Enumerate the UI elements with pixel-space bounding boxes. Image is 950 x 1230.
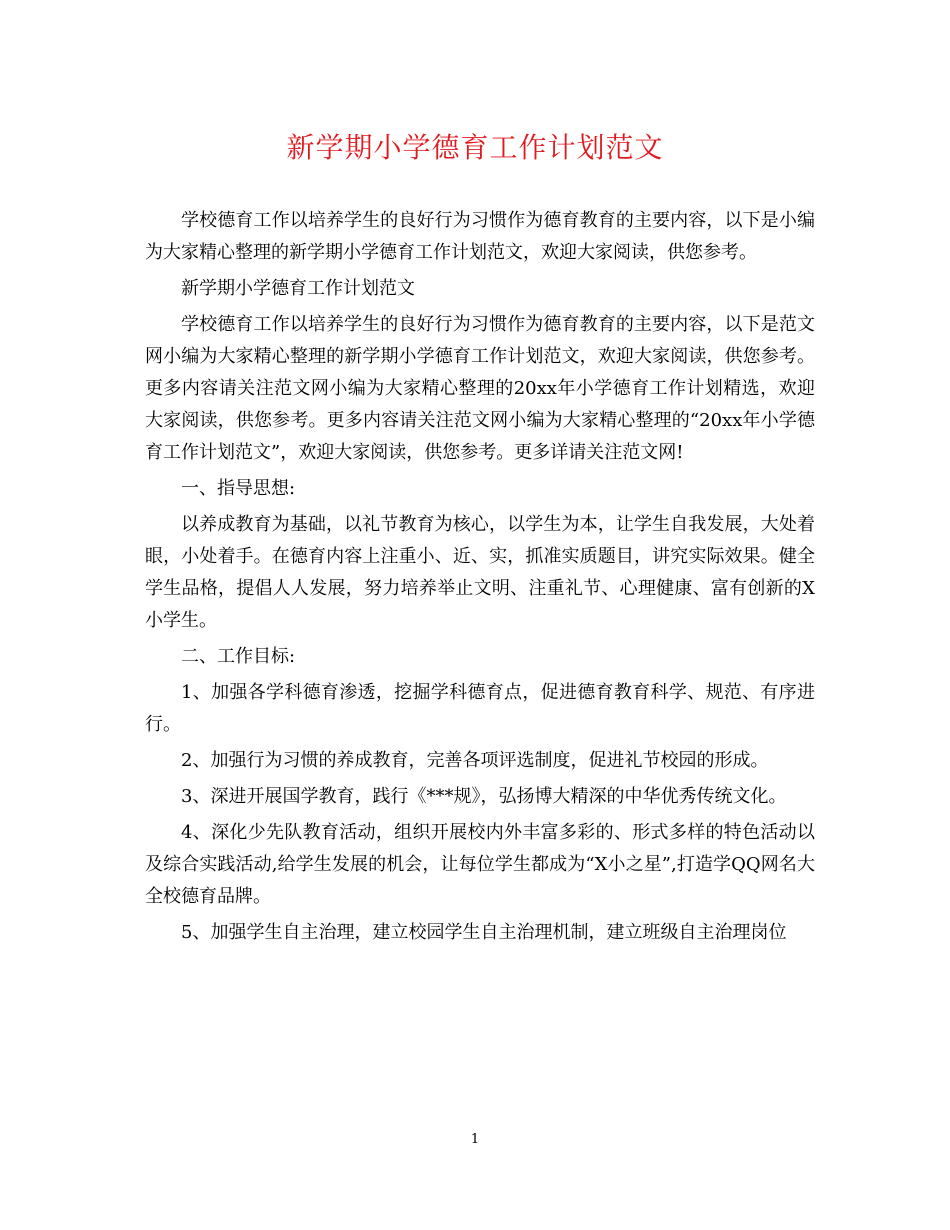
list-item: 3、深进开展国学教育，践行《***规》，弘扬博大精深的中华优秀传统文化。 [181,786,787,807]
document-body [145,205,815,953]
list-item: 2、加强行为习惯的养成教育，完善各项评选制度，促进礼节校园的形成。 [181,750,769,771]
document-title: 新学期小学德育工作计划范文 [286,131,664,164]
section-heading: 二、工作目标: [181,646,296,667]
paragraph: 以养成教育为基础，以礼节教育为核心，以学生为本，让学生自我发展，大处着眼，小处着手。在德育内容上注重小、近、实，抓准实质题目，讲究实际效果。健全学生品格，提倡人人发展，努力培养举止文明、注重礼节、心理健康、富有创新的X小学生。 [145,514,815,631]
list-item: 5、加强学生自主治理，建立校园学生自主治理机制，建立班级自主治理岗位 [181,922,787,943]
list-item: 4、深化少先队教育活动，组织开展校内外丰富多彩的、形式多样的特色活动以及综合实践活动,给学生发展的机会，让每位学生都成为“X小之星”,打造学QQ网名大全校德育品牌。 [145,822,815,907]
section-heading: 一、指导思想: [181,478,296,499]
page-number: 1 [470,1132,480,1147]
list-item: 1、加强各学科德育渗透，挖掘学科德育点，促进德育教育科学、规范、有序进行。 [145,682,815,735]
paragraph: 学校德育工作以培养学生的良好行为习惯作为德育教育的主要内容，以下是小编为大家精心整理的新学期小学德育工作计划范文，欢迎大家阅读，供您参考。 [145,210,815,263]
paragraph: 学校德育工作以培养学生的良好行为习惯作为德育教育的主要内容，以下是范文网小编为大家精心整理的新学期小学德育工作计划范文，欢迎大家阅读，供您参考。更多内容请关注范文网小编为大家精心整理的20xx年小学德育工作计划精选，欢迎大家阅读，供您参考。更多内容请关注范文网小编为大家精心整理的“20xx年小学德育工作计划范文”，欢迎大家阅读，供您参考。更多详请关注范文网! [145,314,815,463]
paragraph: 新学期小学德育工作计划范文 [181,278,415,299]
